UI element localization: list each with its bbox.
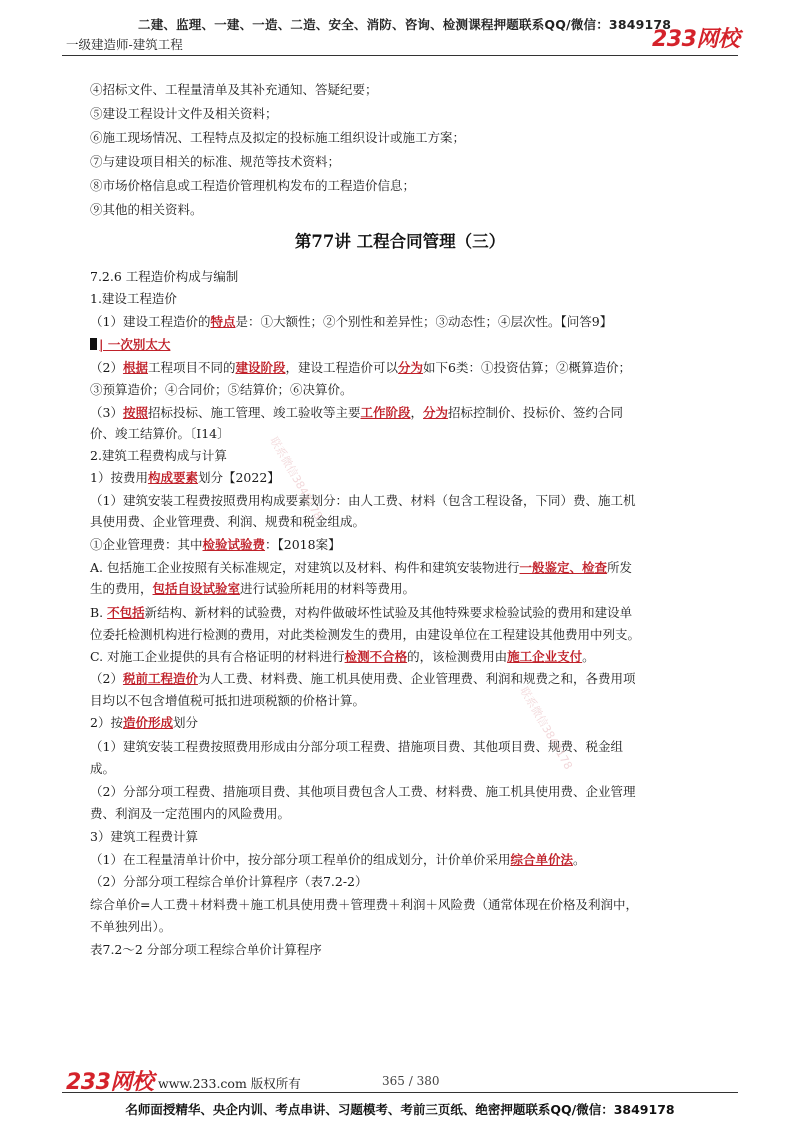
paragraph-line: 目均以不包含增值税可抵扣进项税额的价格计算。 bbox=[90, 693, 366, 708]
header-course-title: 一级建造师-建筑工程 bbox=[66, 37, 183, 52]
footer-promo-text: 名师面授精华、央企内训、考点串讲、习题模考、考前三页纸、绝密押题联系QQ/微信：3849178 bbox=[125, 1102, 675, 1117]
paragraph: C. 对施工企业提供的具有合格证明的材料进行检测不合格的，该检测费用由施工企业支付。 bbox=[90, 649, 595, 664]
watermark: 联系微信3849178 bbox=[517, 684, 575, 772]
paragraph-line: 生的费用，包括自设试验室进行试验所耗用的材料等费用。 bbox=[90, 581, 416, 596]
paragraph: （2）分部分项工程费、措施项目费、其他项目费包含人工费、材料费、施工机具使用费、企业管理 bbox=[90, 784, 636, 799]
paragraph: （1）建筑安装工程费按照费用构成要素划分：由人工费、材料（包含工程设备，下同）费、施工机 bbox=[90, 493, 636, 508]
paragraph-line: 具使用费、企业管理费、利润、规费和税金组成。 bbox=[90, 514, 366, 529]
subsection-heading: 2）按造价形成划分 bbox=[90, 715, 198, 730]
formula-text: 综合单价=人工费＋材料费＋施工机具使用费＋管理费＋利润＋风险费（通常体现在价格及利润中， bbox=[90, 897, 638, 912]
list-item: ⑤建设工程设计文件及相关资料； bbox=[90, 106, 278, 121]
paragraph-line: 位委托检测机构进行检测的费用，对此类检测发生的费用，由建设单位在工程建设其他费用中列支。 bbox=[90, 627, 641, 642]
mnemonic-note: | 一次别太大 bbox=[90, 336, 170, 354]
paragraph-line: 不单独列出）。 bbox=[90, 919, 172, 934]
paragraph: （2）根据工程项目不同的建设阶段，建设工程造价可以分为如下6类：①投资估算；②概算造价； bbox=[90, 360, 631, 375]
highlight: 特点 bbox=[210, 314, 236, 329]
list-item: ⑥施工现场情况、工程特点及拟定的投标施工组织设计或施工方案； bbox=[90, 130, 466, 145]
subsection-heading: 3）建筑工程费计算 bbox=[90, 829, 198, 844]
header-logo: 233网校 bbox=[652, 27, 740, 52]
header-promo-text: 二建、监理、一建、一造、二造、安全、消防、咨询、检测课程押题联系QQ/微信：3849178 bbox=[138, 17, 672, 32]
paragraph-line: 成。 bbox=[90, 761, 116, 776]
footer-logo: 233网校 bbox=[66, 1070, 154, 1095]
section-heading: 7.2.6 工程造价构成与编制 bbox=[90, 269, 239, 284]
header-divider bbox=[62, 55, 738, 56]
watermark: 联系微信3849178 bbox=[267, 434, 325, 522]
list-item: ⑦与建设项目相关的标准、规范等技术资料； bbox=[90, 154, 341, 169]
subsection-heading: 1）按费用构成要素划分【2022】 bbox=[90, 470, 280, 485]
paragraph-line: ③预算造价；④合同价；⑤结算价；⑥决算价。 bbox=[90, 382, 353, 397]
page-number: 365 / 380 bbox=[382, 1074, 440, 1088]
page-title: 第77讲 工程合同管理（三） bbox=[294, 232, 506, 251]
marker-icon bbox=[90, 338, 97, 350]
footer-divider bbox=[62, 1092, 738, 1093]
paragraph: （2）税前工程造价为人工费、材料费、施工机具使用费、企业管理费、利润和规费之和，各费用项 bbox=[90, 671, 636, 686]
paragraph: B. 不包括新结构、新材料的试验费，对构件做破坏性试验及其他特殊要求检验试验的费用和建设单 bbox=[90, 605, 633, 620]
paragraph: ①企业管理费：其中检验试验费：【2018案】 bbox=[90, 537, 341, 552]
paragraph-line: 价、竣工结算价。〔Ⅰ14〕 bbox=[90, 426, 230, 441]
footer-site: www.233.com 版权所有 bbox=[158, 1076, 301, 1091]
section-heading: 2.建筑工程费构成与计算 bbox=[90, 448, 227, 463]
list-item: ⑨其他的相关资料。 bbox=[90, 202, 203, 217]
paragraph: （3）按照招标投标、施工管理、竣工验收等主要工作阶段，分为招标控制价、投标价、签约合同 bbox=[90, 405, 624, 420]
paragraph: （1）建筑安装工程费按照费用形成由分部分项工程费、措施项目费、其他项目费、规费、税金组 bbox=[90, 739, 623, 754]
paragraph: （1）建设工程造价的特点是：①大额性；②个别性和差异性；③动态性；④层次性。【问答9】 bbox=[90, 314, 613, 329]
table-caption: 表7.2～2 分部分项工程综合单价计算程序 bbox=[90, 942, 322, 957]
list-item: ④招标文件、工程量清单及其补充通知、答疑纪要； bbox=[90, 82, 378, 97]
paragraph: A. 包括施工企业按照有关标准规定，对建筑以及材料、构件和建筑安装物进行一般鉴定、检查所发 bbox=[90, 560, 633, 575]
list-item: ⑧市场价格信息或工程造价管理机构发布的工程造价信息； bbox=[90, 178, 416, 193]
paragraph: （1）在工程量清单计价中，按分部分项工程单价的组成划分，计价单价采用综合单价法。 bbox=[90, 852, 586, 867]
paragraph-line: 费、利润及一定范围内的风险费用。 bbox=[90, 806, 291, 821]
paragraph: （2）分部分项工程综合单价计算程序（表7.2-2） bbox=[90, 874, 368, 889]
section-heading: 1.建设工程造价 bbox=[90, 291, 177, 306]
